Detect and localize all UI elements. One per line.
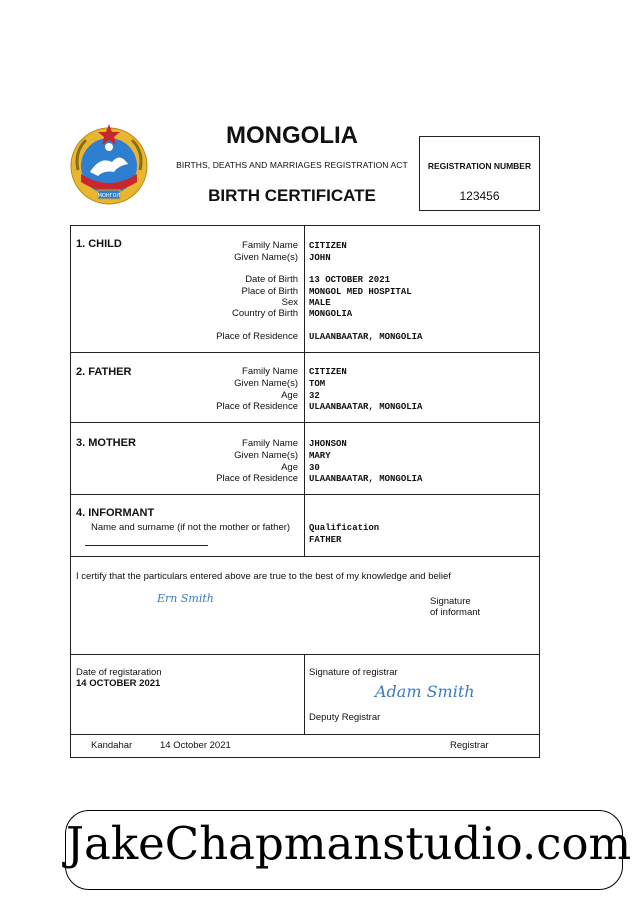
registration-number-label: REGISTRATION NUMBER bbox=[427, 161, 532, 171]
father-age: 32 bbox=[309, 391, 320, 401]
informant-name-line bbox=[85, 545, 208, 546]
mother-residence-label: Place of Residence bbox=[216, 473, 298, 484]
mother-given-names: MARY bbox=[309, 451, 331, 461]
divider bbox=[71, 352, 539, 353]
child-sex: MALE bbox=[309, 298, 331, 308]
mother-age-label: Age bbox=[281, 462, 298, 473]
child-country: MONGOLIA bbox=[309, 309, 353, 319]
watermark-text: JakeChapmanstudio.com bbox=[66, 817, 632, 870]
father-family-name: CITIZEN bbox=[309, 367, 347, 377]
child-family-name-label: Family Name bbox=[242, 240, 298, 251]
informant-name-label: Name and surname (if not the mother or father) bbox=[91, 522, 291, 533]
child-pob: MONGOL MED HOSPITAL bbox=[309, 287, 412, 297]
registration-date-label: Date of registaration bbox=[76, 667, 162, 678]
informant-heading: 4. INFORMANT bbox=[76, 507, 155, 519]
divider bbox=[71, 422, 539, 423]
qualification-label: Qualification bbox=[309, 523, 380, 533]
registrar-signature-label: Signature of registrar bbox=[309, 667, 398, 678]
father-age-label: Age bbox=[281, 390, 298, 401]
child-given-names: JOHN bbox=[309, 253, 331, 263]
child-given-names-label: Given Name(s) bbox=[234, 252, 298, 263]
footer-place: Kandahar bbox=[91, 740, 133, 751]
father-family-name-label: Family Name bbox=[242, 366, 298, 377]
registrar-signature: Adam Smith bbox=[375, 682, 475, 701]
child-sex-label: Sex bbox=[281, 297, 298, 308]
document-title: BIRTH CERTIFICATE bbox=[208, 186, 376, 205]
state-emblem bbox=[68, 122, 150, 206]
divider bbox=[71, 734, 539, 735]
footer-role: Registrar bbox=[450, 740, 489, 751]
registration-number-box bbox=[419, 136, 540, 211]
mother-age: 30 bbox=[309, 463, 320, 473]
watermark-banner bbox=[65, 810, 632, 890]
child-pob-label: Place of Birth bbox=[241, 286, 298, 297]
child-residence-label: Place of Residence bbox=[216, 331, 298, 342]
mother-residence: ULAANBAATAR, MONGOLIA bbox=[309, 474, 423, 484]
child-heading: 1. CHILD bbox=[76, 238, 122, 250]
registration-number: 123456 bbox=[459, 189, 500, 203]
father-given-names-label: Given Name(s) bbox=[234, 378, 298, 389]
father-given-names: TOM bbox=[309, 379, 326, 389]
child-dob: 13 OCTOBER 2021 bbox=[309, 275, 391, 285]
mother-family-name-label: Family Name bbox=[242, 438, 298, 449]
signature-informant-label: of informant bbox=[430, 607, 481, 618]
divider bbox=[71, 654, 539, 655]
father-heading: 2. FATHER bbox=[76, 366, 132, 378]
signature-label: Signature bbox=[430, 596, 471, 607]
father-residence: ULAANBAATAR, MONGOLIA bbox=[309, 402, 423, 412]
divider bbox=[71, 494, 539, 495]
act-subtitle: BIRTHS, DEATHS AND MARRIAGES REGISTRATION ACT bbox=[176, 160, 408, 170]
divider bbox=[71, 556, 539, 557]
informant-qualification: FATHER bbox=[309, 535, 342, 545]
column-divider bbox=[304, 654, 305, 734]
father-residence-label: Place of Residence bbox=[216, 401, 298, 412]
registration-date: 14 OCTOBER 2021 bbox=[76, 678, 161, 689]
child-country-label: Country of Birth bbox=[232, 308, 298, 319]
certification-statement: I certify that the particulars entered above are true to the best of my knowledge and belief bbox=[76, 571, 451, 582]
child-residence: ULAANBAATAR, MONGOLIA bbox=[309, 332, 423, 342]
certificate-form bbox=[70, 225, 540, 758]
country-title: MONGOLIA bbox=[226, 122, 358, 149]
svg-text:МОНГОЛ: МОНГОЛ bbox=[97, 193, 121, 199]
footer-date: 14 October 2021 bbox=[160, 740, 231, 751]
mother-heading: 3. MOTHER bbox=[76, 437, 136, 449]
child-dob-label: Date of Birth bbox=[245, 274, 298, 285]
informant-signature: Ern Smith bbox=[157, 592, 214, 605]
mother-given-names-label: Given Name(s) bbox=[234, 450, 298, 461]
mother-family-name: JHONSON bbox=[309, 439, 347, 449]
column-divider bbox=[304, 226, 305, 556]
child-family-name: CITIZEN bbox=[309, 241, 347, 251]
deputy-registrar-label: Deputy Registrar bbox=[309, 712, 381, 723]
